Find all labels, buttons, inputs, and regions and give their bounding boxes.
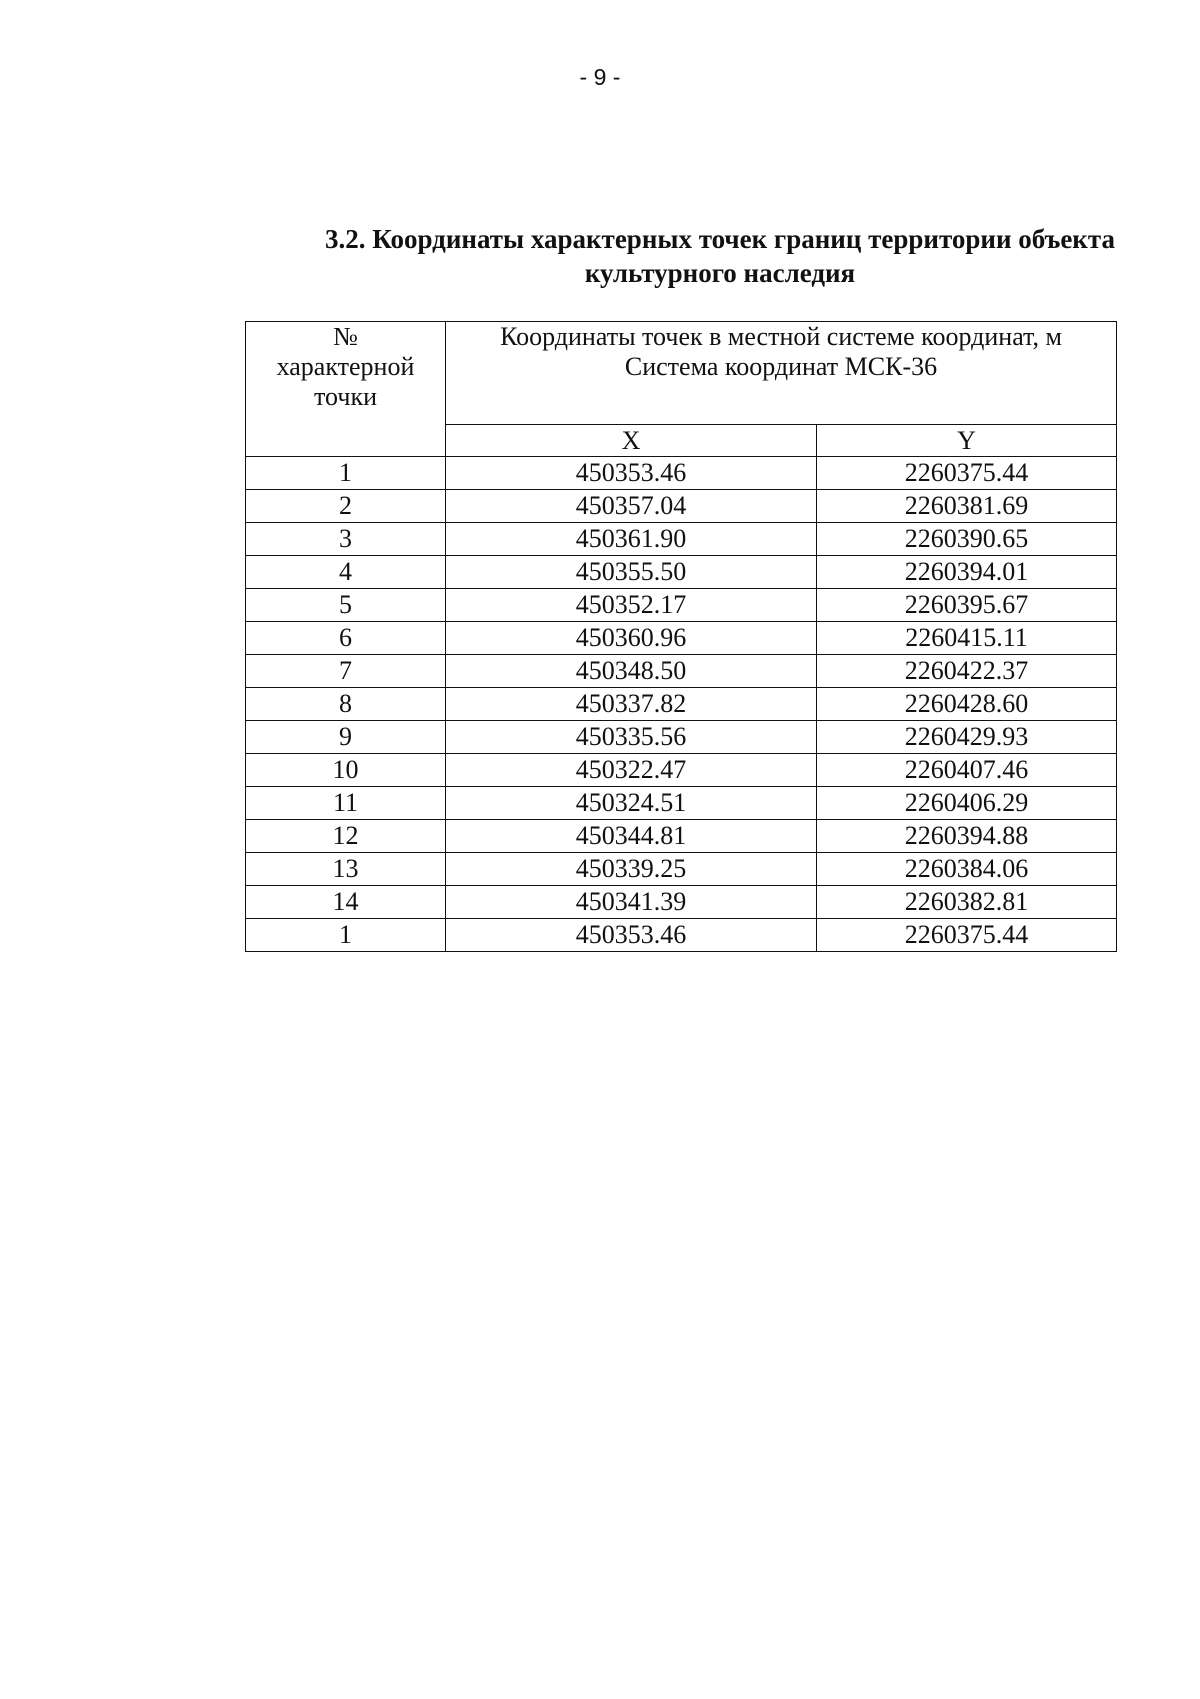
point-number-cell: 2	[246, 490, 446, 523]
section-title-line-1: 3.2. Координаты характерных точек границ территории объекта	[325, 224, 1115, 254]
point-number-cell: 14	[246, 886, 446, 919]
point-number-cell: 1	[246, 457, 446, 490]
table-row	[246, 919, 1117, 952]
table-row	[246, 688, 1117, 721]
y-coordinate-cell: 2260394.01	[817, 556, 1117, 589]
y-coordinate-cell: 2260375.44	[817, 919, 1117, 952]
page-number: - 9 -	[579, 64, 621, 90]
point-number-cell: 5	[246, 589, 446, 622]
y-coordinate-cell: 2260375.44	[817, 457, 1117, 490]
coordinates-table	[245, 321, 1117, 952]
y-coordinate-cell: 2260406.29	[817, 787, 1117, 820]
table-body	[246, 457, 1117, 952]
table-row	[246, 787, 1117, 820]
table-row	[246, 622, 1117, 655]
table-row	[246, 556, 1117, 589]
point-header-line-1: №	[333, 322, 358, 351]
x-coordinate-cell: 450353.46	[446, 457, 817, 490]
x-column-header: X	[446, 425, 817, 457]
y-coordinate-cell: 2260395.67	[817, 589, 1117, 622]
x-coordinate-cell: 450348.50	[446, 655, 817, 688]
point-header-line-3: точки	[314, 382, 377, 411]
point-number-cell: 1	[246, 919, 446, 952]
table-row	[246, 490, 1117, 523]
point-number-header	[246, 322, 446, 457]
y-column-header: Y	[817, 425, 1117, 457]
table-row	[246, 589, 1117, 622]
section-title	[290, 222, 1150, 290]
y-coordinate-cell: 2260384.06	[817, 853, 1117, 886]
x-coordinate-cell: 450335.56	[446, 721, 817, 754]
x-coordinate-cell: 450337.82	[446, 688, 817, 721]
point-number-cell: 7	[246, 655, 446, 688]
point-number-cell: 8	[246, 688, 446, 721]
coordinates-header	[446, 322, 1117, 425]
x-coordinate-cell: 450324.51	[446, 787, 817, 820]
point-number-cell: 4	[246, 556, 446, 589]
point-number-cell: 11	[246, 787, 446, 820]
table-row	[246, 655, 1117, 688]
x-coordinate-cell: 450352.17	[446, 589, 817, 622]
point-number-cell: 13	[246, 853, 446, 886]
point-number-cell: 6	[246, 622, 446, 655]
point-number-cell: 10	[246, 754, 446, 787]
table-header-row	[246, 322, 1117, 425]
x-coordinate-cell: 450361.90	[446, 523, 817, 556]
section-title-line-2: культурного наследия	[584, 258, 856, 288]
y-coordinate-cell: 2260390.65	[817, 523, 1117, 556]
x-coordinate-cell: 450353.46	[446, 919, 817, 952]
table-row	[246, 721, 1117, 754]
table-row	[246, 754, 1117, 787]
coords-header-line-2: Система координат МСК-36	[624, 352, 938, 381]
table-row	[246, 853, 1117, 886]
x-coordinate-cell: 450357.04	[446, 490, 817, 523]
x-coordinate-cell: 450344.81	[446, 820, 817, 853]
y-coordinate-cell: 2260407.46	[817, 754, 1117, 787]
x-coordinate-cell: 450339.25	[446, 853, 817, 886]
point-number-cell: 3	[246, 523, 446, 556]
table-row	[246, 457, 1117, 490]
y-coordinate-cell: 2260429.93	[817, 721, 1117, 754]
x-coordinate-cell: 450322.47	[446, 754, 817, 787]
y-coordinate-cell: 2260428.60	[817, 688, 1117, 721]
x-coordinate-cell: 450360.96	[446, 622, 817, 655]
y-coordinate-cell: 2260415.11	[817, 622, 1117, 655]
y-coordinate-cell: 2260382.81	[817, 886, 1117, 919]
point-header-line-2: характерной	[276, 352, 415, 381]
point-number-cell: 9	[246, 721, 446, 754]
y-coordinate-cell: 2260422.37	[817, 655, 1117, 688]
x-coordinate-cell: 450355.50	[446, 556, 817, 589]
coords-header-line-1: Координаты точек в местной системе координат, м	[500, 322, 1062, 351]
y-coordinate-cell: 2260394.88	[817, 820, 1117, 853]
y-coordinate-cell: 2260381.69	[817, 490, 1117, 523]
point-number-cell: 12	[246, 820, 446, 853]
x-coordinate-cell: 450341.39	[446, 886, 817, 919]
table-row	[246, 820, 1117, 853]
table-row	[246, 523, 1117, 556]
table-row	[246, 886, 1117, 919]
